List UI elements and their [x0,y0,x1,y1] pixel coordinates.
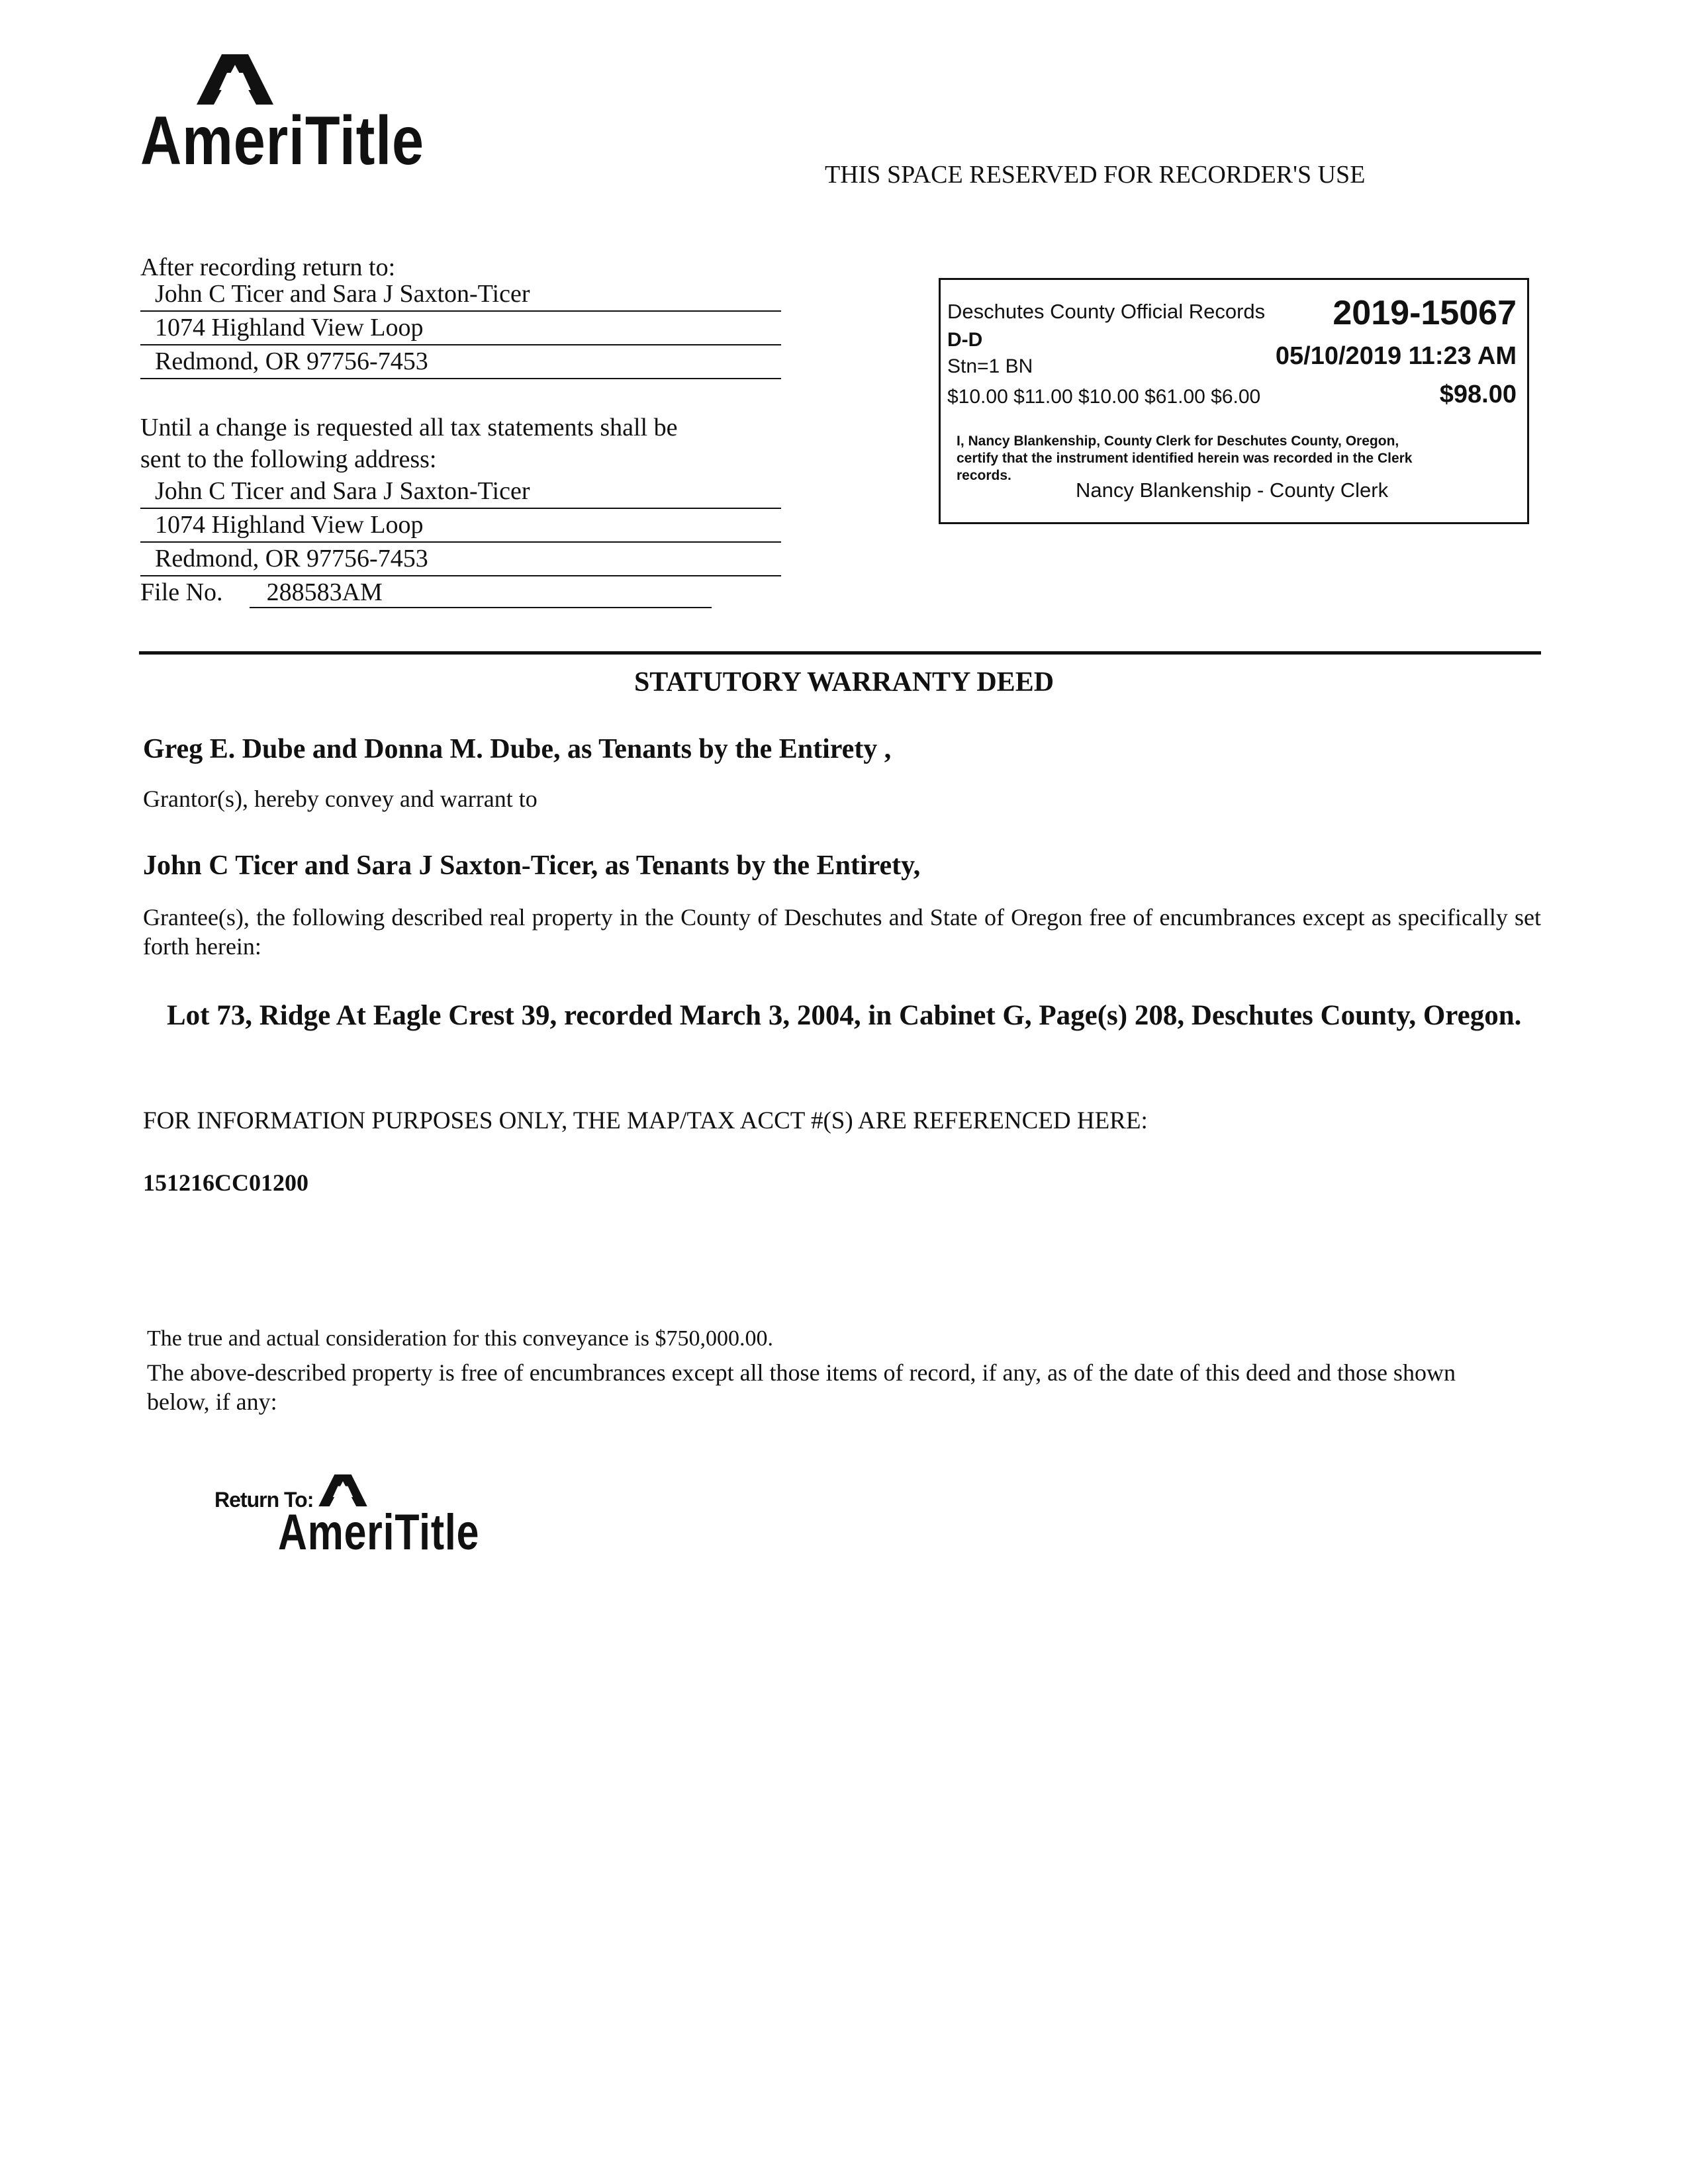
file-number-label: File No. [140,578,223,606]
file-number-value: 288583AM [250,578,712,608]
tax-address-line: Redmond, OR 97756-7453 [140,543,781,576]
return-to-line: Redmond, OR 97756-7453 [140,345,781,379]
tax-statements-label: Until a change is requested all tax statements shall be [140,414,678,441]
grantee-names: John C Ticer and Sara J Saxton-Ticer, as Tenants by the Entirety, [143,850,921,881]
clerk-certification: certify that the instrument identified herein was recorded in the Clerk [957,451,1413,466]
return-to-stamp-label: Return To: [214,1488,314,1512]
map-tax-note: FOR INFORMATION PURPOSES ONLY, THE MAP/TAX ACCT #(S) ARE REFERENCED HERE: [143,1107,1148,1134]
document-type: D-D [947,329,983,351]
instrument-number: 2019-15067 [1333,294,1517,332]
recording-datetime: 05/10/2019 11:23 AM [1275,342,1517,370]
station: Stn=1 BN [947,355,1033,377]
recording-office: Deschutes County Official Records [947,300,1266,323]
clerk-certification: I, Nancy Blankenship, County Clerk for Deschutes County, Oregon, [957,433,1399,449]
clerk-certification: records. [957,468,1011,483]
return-to-line: 1074 Highland View Loop [140,312,781,345]
encumbrances-statement: The above-described property is free of encumbrances except all those items of record, if any, as of the date of this deed and those shown below, if any: [147,1359,1456,1415]
document-title: STATUTORY WARRANTY DEED [633,667,1055,698]
recording-total: $98.00 [1439,381,1517,408]
section-divider [139,651,1541,655]
return-to-block [140,253,789,385]
recorder-space-note: THIS SPACE RESERVED FOR RECORDER'S USE [825,161,1366,189]
file-number-row [140,578,712,608]
tax-address-line: 1074 Highland View Loop [140,509,781,543]
map-tax-account: 151216CC01200 [143,1169,308,1196]
county-clerk-name: Nancy Blankenship - County Clerk [1076,478,1389,502]
ameritite-logo-mark-icon [195,53,275,106]
grantor-names: Greg E. Dube and Donna M. Dube, as Tenants by the Entirety , [143,734,892,764]
return-to-stamp-logo: AmeriTitle [278,1504,480,1561]
grantor-clause: Grantor(s), hereby convey and warrant to [143,786,538,812]
legal-description: Lot 73, Ridge At Eagle Crest 39, recorded March 3, 2004, in Cabinet G, Page(s) 208, Deschutes County, Oregon. [167,1000,1522,1031]
return-to-line: John C Ticer and Sara J Saxton-Ticer [140,278,781,312]
grantee-clause: Grantee(s), the following described real property in the County of Deschutes and State of Oregon free of encumbrances except as specifically set forth herein: [143,904,1541,960]
recording-fees: $10.00 $11.00 $10.00 $61.00 $6.00 [947,386,1261,408]
consideration-statement: The true and actual consideration for this conveyance is $750,000.00. [147,1326,774,1351]
tax-address-line: John C Ticer and Sara J Saxton-Ticer [140,475,781,509]
ameritite-logo-mark-icon [318,1473,368,1508]
recording-stamp [939,278,1529,524]
ameritite-logo [140,53,445,185]
return-to-label: After recording return to: [140,253,396,281]
logo-wordmark: AmeriTitle [140,103,424,179]
return-to-stamp [214,1471,492,1576]
tax-statements-label: sent to the following address: [140,445,437,473]
tax-statements-block [140,413,789,578]
